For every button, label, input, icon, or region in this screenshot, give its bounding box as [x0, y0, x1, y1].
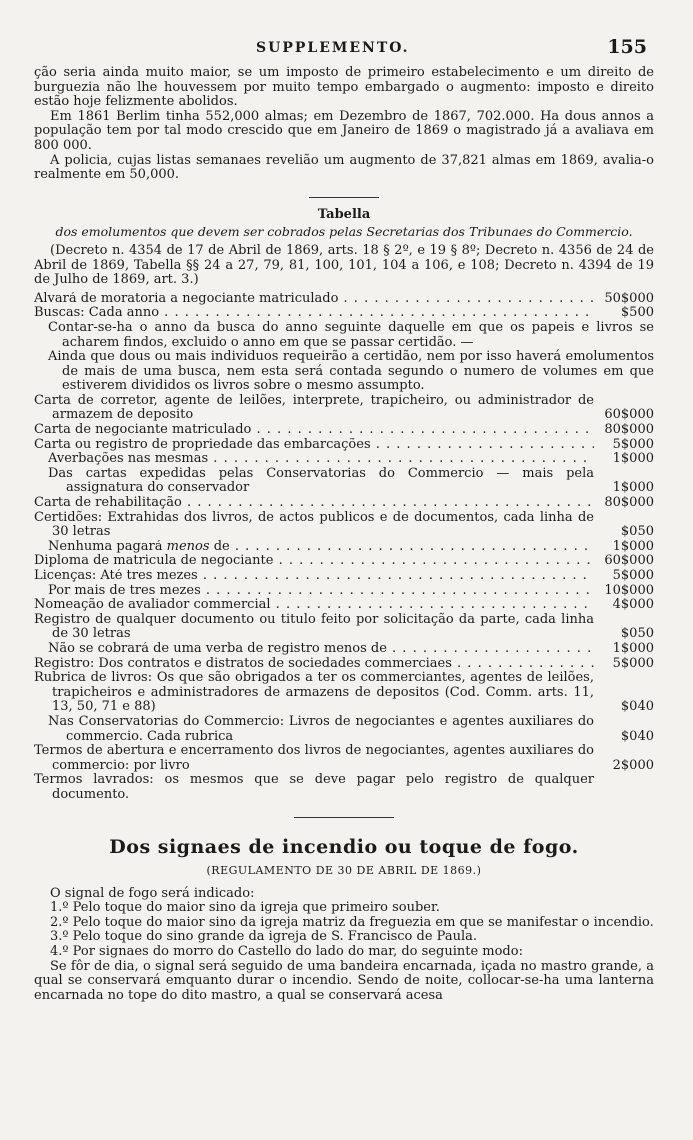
fire-item-4: 4.º Por signaes do morro do Castello do lado do mar, do seguinte modo:: [50, 944, 523, 960]
fee-row: [34, 642, 654, 657]
fee-value: $050: [620, 524, 654, 540]
fee-value: 1$000: [612, 538, 654, 554]
running-title: SUPPLEMENTO.: [256, 40, 410, 56]
intro-paragraph-3: A policia, cujas listas semanaes revelião um augmento de 37,821 almas em 1869, avalia-o realmente em 50,000.: [34, 152, 654, 183]
fee-row: [34, 467, 654, 496]
fee-label: Termos de abertura e encerramento dos livros de negociantes, agentes auxiliares do commercio: por livro: [34, 743, 594, 773]
fee-label: Registro: Dos contratos e distratos de sociedades commerciaes . . .: [34, 657, 594, 672]
fee-row: [34, 554, 654, 569]
fee-label: Nomeação de avaliador commercial . . .: [34, 598, 594, 613]
fee-row: [34, 394, 654, 423]
fee-label: Alvará de moratoria a negociante matriculado . . .: [34, 292, 594, 307]
fee-value: 60$000: [604, 553, 654, 569]
fee-label-emphasis: menos: [166, 539, 210, 554]
fire-item-3: 3.º Pelo toque do sino grande da igreja de S. Francisco de Paula.: [50, 929, 477, 945]
fee-label: [48, 540, 594, 555]
fee-row: [34, 292, 654, 307]
fee-label: Buscas: Cada anno . . .: [34, 306, 594, 321]
fee-label: Averbações nas mesmas . . .: [48, 452, 594, 467]
fee-label: Licenças: Até tres mezes . . .: [34, 569, 594, 584]
fee-value: $040: [620, 728, 654, 744]
fee-row: [34, 744, 654, 773]
fee-label: Nas Conservatorias do Commercio: Livros de negociantes e agentes auxiliares do commercio. Cada rubrica: [48, 713, 594, 744]
section-title: Dos signaes de incendio ou toque de fogo.: [109, 835, 579, 858]
section-divider: [294, 817, 394, 818]
fee-row: [34, 671, 654, 715]
fee-value: $050: [620, 626, 654, 642]
fee-label: Diploma de matricula de negociante . . .: [34, 554, 594, 569]
fee-label-part: Nenhuma pagará: [48, 539, 163, 554]
tabella-title: Tabella: [317, 206, 371, 222]
fee-row: [34, 306, 654, 321]
fire-item-2: 2.º Pelo toque do maior sino da igreja matriz da freguezia em que se manifestar o incendio.: [50, 914, 654, 930]
fee-row: [34, 584, 654, 599]
fee-label: Não se cobrará de uma verba de registro menos de . . .: [48, 642, 594, 657]
fee-value: 50$000: [604, 290, 654, 306]
fee-row: [34, 540, 654, 555]
fee-label: Registro de qualquer documento ou titulo feito por solicitação da parte, cada linha de 30 letras: [34, 611, 594, 642]
running-header: [0, 36, 693, 62]
fee-value: 1$000: [612, 480, 654, 496]
fee-value: 5$000: [612, 436, 654, 452]
fee-label-part: de: [213, 539, 230, 554]
fee-label: Por mais de tres mezes . . .: [48, 584, 594, 599]
fee-row: Termos lavrados: os mesmos que se deve pagar pelo registro de qualquer documento.: [34, 772, 594, 802]
fee-label: Rubrica de livros: Os que são obrigados a ter os commerciantes, agentes de leilões, trapicheiros e administradores de armazens de depositos (Cod. Comm. arts. 11, 13, 50, 71 e 88): [34, 670, 594, 715]
fee-label: Carta de corretor, agente de leilões, interprete, trapicheiro, ou administrador de armazem de deposito: [34, 392, 594, 423]
fee-value: 5$000: [612, 655, 654, 671]
fee-label: Carta ou registro de propriedade das embarcações . . .: [34, 438, 594, 453]
section-regulation: (REGULAMENTO DE 30 DE ABRIL DE 1869.): [206, 864, 482, 878]
fee-value: 60$000: [604, 407, 654, 423]
fee-row: [34, 511, 654, 540]
section-divider: [309, 197, 379, 198]
page-number: 155: [607, 36, 647, 58]
fee-row: [34, 452, 654, 467]
fee-value: 80$000: [604, 495, 654, 511]
fee-row: [34, 438, 654, 453]
fee-value: 1$000: [612, 451, 654, 467]
fee-note: Contar-se-ha o anno da busca do anno seguinte daquelle em que os papeis e livros se acharem findos, excluido o anno em que se passar certidão. —: [48, 319, 654, 350]
fee-value: 80$000: [604, 422, 654, 438]
tabella-decree: (Decreto n. 4354 de 17 de Abril de 1869, arts. 18 § 2º, e 19 § 8º; Decreto n. 4356 de 24 de Abril de 1869, Tabella §§ 24 a 27, 79, 81, 100, 101, 104 a 106, e 108; Decreto n. 4394 de 19 de Julho de 1869, art. 3.): [34, 242, 654, 288]
fee-row: [34, 598, 654, 613]
fire-item-4-text: Se fôr de dia, o signal será seguido de uma bandeira encarnada, içada no mastro grande, a qual se conservará emquanto durar o incendio. Sendo de noite, collocar-se-ha uma lanterna encarnada no tope do dito mastro, a qual se conservará acesa: [34, 958, 654, 1003]
page-content: [34, 66, 654, 1003]
fee-value: 1$000: [612, 640, 654, 656]
fee-label: Carta de rehabilitação . . .: [34, 496, 594, 511]
fee-note: Ainda que dous ou mais individuos requeirão a certidão, nem por isso haverá emolumentos de mais de uma busca, nem esta será contada segundo o numero de volumes em que estiverem divididos os livros sobre o mesmo assumpto.: [48, 349, 654, 394]
fee-label: Das cartas expedidas pelas Conservatorias do Commercio — mais pela assignatura do conservador: [48, 465, 594, 496]
fee-row: [34, 715, 654, 744]
fee-value: $500: [620, 305, 654, 321]
fee-label: Carta de negociante matriculado . . .: [34, 423, 594, 438]
intro-paragraph-1: ção seria ainda muito maior, se um imposto de primeiro estabelecimento e um direito de burguezia não lhe houvessem por muito tempo embargado o augmento: imposto e direito estão hoje felizmente abolidos.: [34, 65, 654, 110]
fee-row: [34, 496, 654, 511]
intro-paragraph-2: Em 1861 Berlim tinha 552,000 almas; em Dezembro de 1867, 702.000. Ha dous annos a população tem por tal modo crescido que em Janeiro de 1869 o magistrado já a avaliava em 800 000.: [34, 108, 654, 153]
tabella-subtitle: dos emolumentos que devem ser cobrados pelas Secretarias dos Tribunaes do Commercio.: [55, 224, 633, 240]
fee-value: 2$000: [612, 757, 654, 773]
fee-row: [34, 613, 654, 642]
fee-label: Certidões: Extrahidas dos livros, de actos publicos e de documentos, cada linha de 30 letras: [34, 509, 594, 540]
fee-row: [34, 569, 654, 584]
fee-value: 10$000: [604, 582, 654, 598]
fee-row: [34, 423, 654, 438]
fee-row: [34, 657, 654, 672]
fee-value: 5$000: [612, 568, 654, 583]
fee-value: $040: [620, 699, 654, 715]
fee-table: [34, 292, 654, 803]
fee-value: 4$000: [612, 597, 654, 613]
fire-item-1: 1.º Pelo toque do maior sino da igreja que primeiro souber.: [50, 900, 440, 916]
fire-intro: O signal de fogo será indicado:: [50, 885, 255, 901]
